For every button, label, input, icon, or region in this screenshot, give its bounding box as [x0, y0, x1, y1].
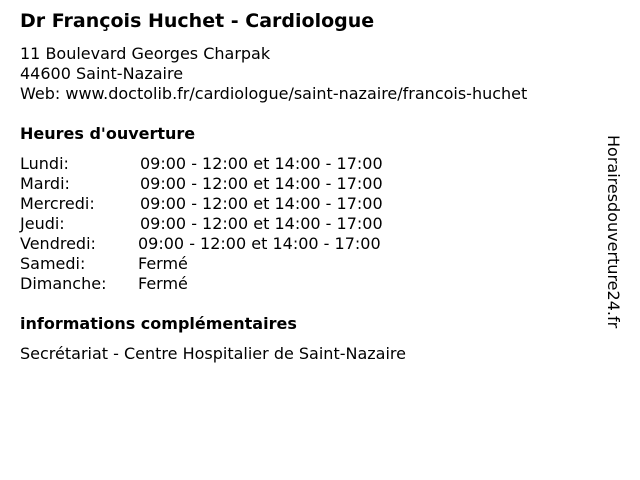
- day-label: Jeudi:: [20, 214, 65, 233]
- address-street: 11 Boulevard Georges Charpak: [20, 44, 271, 63]
- opening-hours-heading: Heures d'ouverture: [20, 124, 196, 143]
- day-label: Dimanche:: [20, 274, 107, 293]
- day-hours: Fermé: [138, 274, 188, 293]
- day-hours: 09:00 - 12:00 et 14:00 - 17:00: [140, 154, 383, 173]
- day-hours: 09:00 - 12:00 et 14:00 - 17:00: [140, 194, 383, 213]
- day-hours: 09:00 - 12:00 et 14:00 - 17:00: [140, 174, 383, 193]
- day-label: Samedi:: [20, 254, 86, 273]
- day-label: Mercredi:: [20, 194, 95, 213]
- day-label: Mardi:: [20, 174, 70, 193]
- address-block: [20, 44, 527, 104]
- site-watermark: Horairesdouverture24.fr: [604, 135, 623, 329]
- page-title: Dr François Huchet - Cardiologue: [20, 10, 375, 32]
- day-hours: 09:00 - 12:00 et 14:00 - 17:00: [138, 234, 381, 253]
- additional-info-heading: informations complémentaires: [20, 314, 297, 333]
- website-line[interactable]: Web: www.doctolib.fr/cardiologue/saint-nazaire/francois-huchet: [20, 84, 528, 103]
- day-label: Vendredi:: [20, 234, 96, 253]
- day-label: Lundi:: [20, 154, 69, 173]
- additional-info-text: Secrétariat - Centre Hospitalier de Saint-Nazaire: [20, 344, 406, 363]
- address-city: 44600 Saint-Nazaire: [20, 64, 184, 83]
- day-hours: 09:00 - 12:00 et 14:00 - 17:00: [140, 214, 383, 233]
- day-hours: Fermé: [138, 254, 188, 273]
